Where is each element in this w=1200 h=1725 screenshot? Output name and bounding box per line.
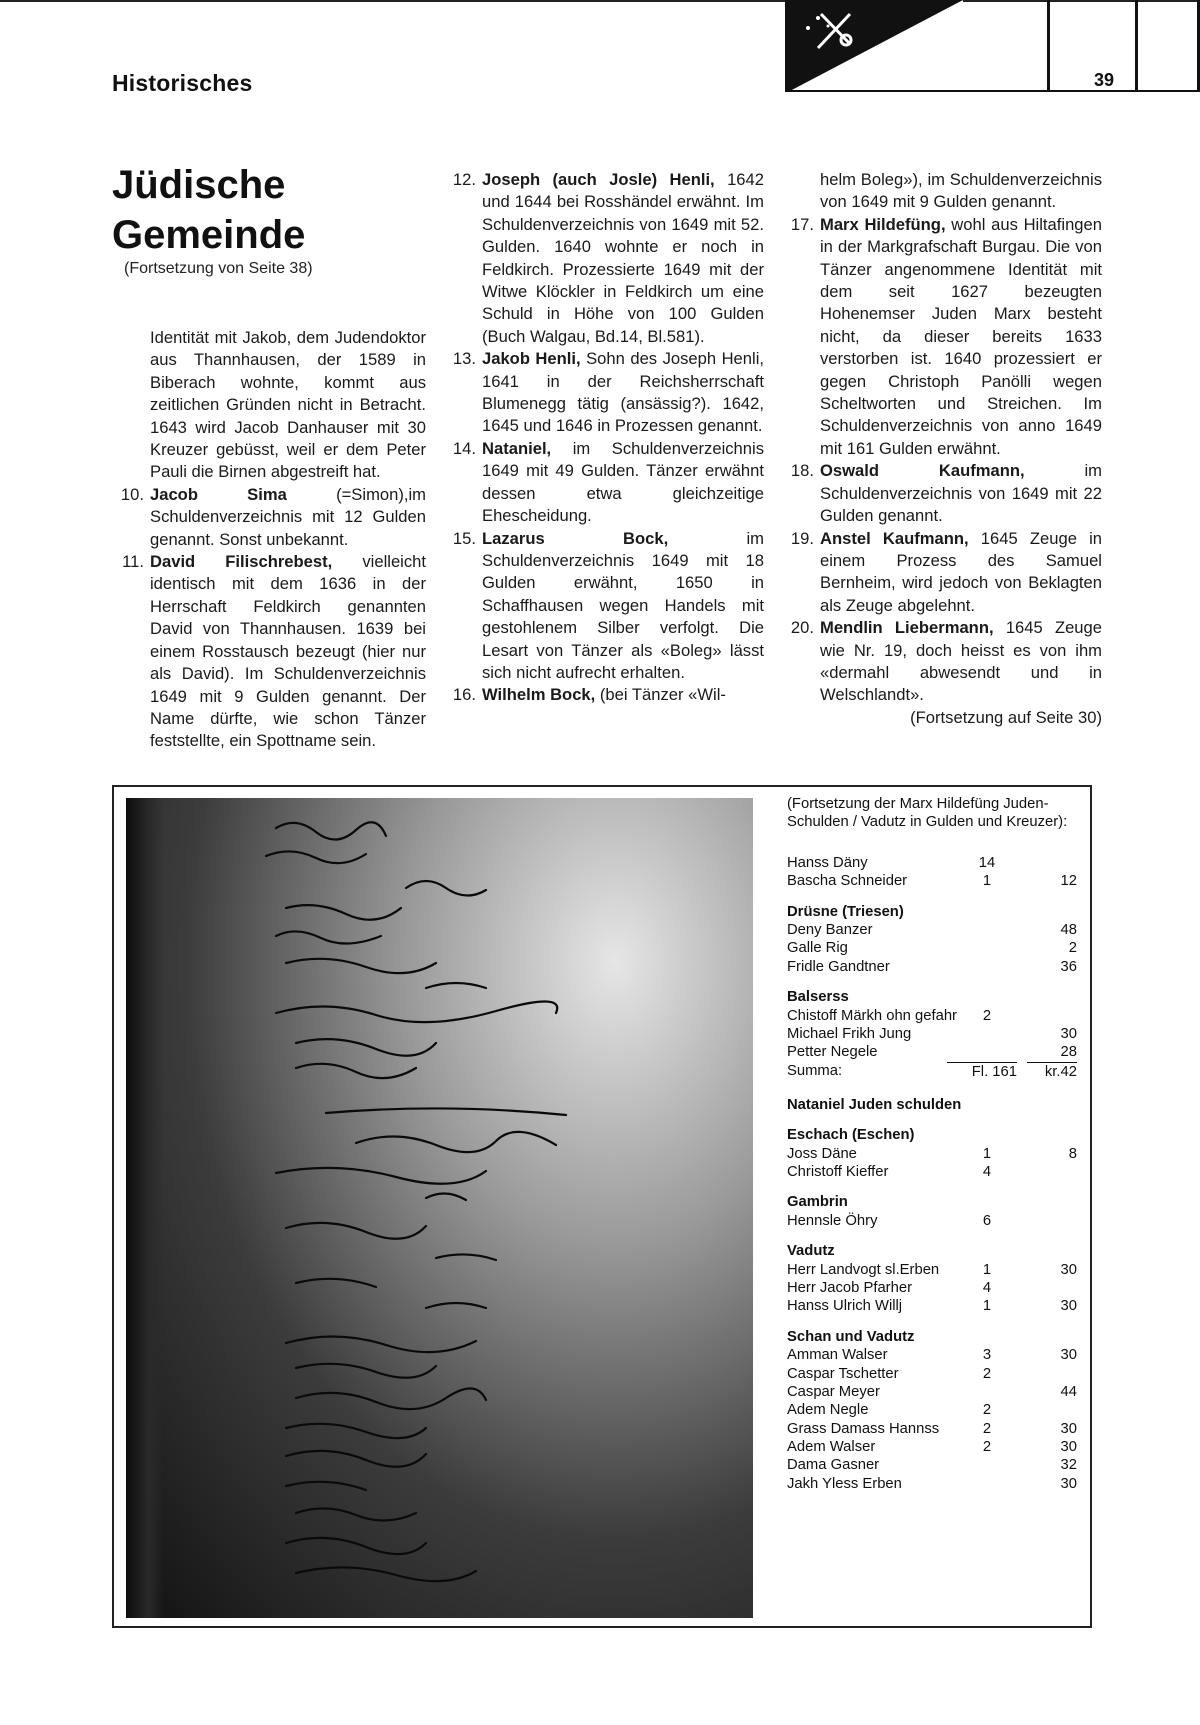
ledger-row	[787, 1163, 1092, 1181]
person-name: Marx Hildefüng,	[820, 214, 946, 234]
person-name: Mendlin Liebermann,	[820, 618, 994, 638]
item-text: (bei Tänzer «Wil-	[599, 685, 726, 705]
debtor-name: Galle Rig	[787, 940, 848, 957]
debtor-name: Amman Walser	[787, 1347, 888, 1364]
item-number: 17.	[790, 214, 814, 234]
ledger-row	[787, 1279, 1092, 1297]
item-text: im Schuldenverzeichnis 1649 mit 49 Gulden. Tänzer erwähnt dessen etwa gleichzeitige Ehescheidung.	[482, 438, 764, 526]
debtor-name: Michael Frikh Jung	[787, 1025, 912, 1042]
place-heading: Balserss	[787, 989, 849, 1006]
paragraph: helm Boleg»), im Schuldenverzeichnis von 1649 mit 9 Gulden genannt.	[820, 170, 1102, 212]
list-item	[780, 528, 1102, 618]
handwriting-scribbles	[126, 798, 753, 1618]
item-text: 1642 und 1644 bei Rosshändel erwähnt. Im Schuldenverzeichnis von 1649 mit 52. Gulden. 1640 wohnte er noch in Feldkirch. Prozessierte 1649 mit der Witwe Klöckler in Feldkirch um eine Schuld in Höhe von 100 Gulden (Buch Walgau, Bd.14, Bl.581).	[482, 170, 764, 346]
place-heading: Schan und Vadutz	[787, 1328, 915, 1345]
gulden-value: 1	[982, 873, 992, 890]
item-number: 19.	[790, 528, 814, 548]
debtor-name: Adem Negle	[787, 1402, 869, 1419]
ledger-row	[787, 958, 1092, 976]
person-name: Jakob Henli,	[482, 349, 581, 369]
debtor-name: Joss Däne	[787, 1145, 857, 1162]
kreuzer-value: 48	[1060, 922, 1077, 938]
title-line: Gemeinde	[112, 213, 306, 257]
list-item	[442, 348, 764, 438]
place-heading: Drüsne (Triesen)	[787, 903, 904, 920]
kreuzer-value: 30	[1060, 1475, 1077, 1492]
debtor-name: Bascha Schneider	[787, 873, 908, 890]
gulden-value: 14	[978, 854, 996, 871]
debtor-name: Fridle Gandtner	[787, 958, 890, 975]
ledger-row	[787, 1043, 1092, 1061]
list-item	[442, 528, 764, 685]
debtor-name: Herr Landvogt sl.Erben	[787, 1261, 940, 1278]
header-divider	[1047, 0, 1050, 92]
person-name: Nataniel,	[482, 438, 552, 458]
debtor-name: Caspar Tschetter	[787, 1365, 899, 1382]
ledger-row	[787, 1297, 1092, 1315]
item-text: im Schuldenverzeichnis von 1649 mit 22 Gulden genannt.	[820, 461, 1102, 526]
item-number: 15.	[452, 528, 476, 548]
summa-label: Summa:	[787, 1062, 843, 1079]
person-name: Jacob Sima	[150, 484, 287, 504]
person-name: Oswald Kaufmann,	[820, 461, 1025, 481]
debtor-name: Hanss Ulrich Willj	[787, 1298, 903, 1315]
page-number: 39	[1093, 70, 1115, 90]
text-column-3	[780, 169, 1102, 729]
debtor-name: Deny Banzer	[787, 922, 873, 938]
title-line: Jüdische	[112, 163, 286, 207]
gulden-value: 1	[982, 1298, 992, 1315]
continued-to-note: (Fortsetzung auf Seite 30)	[910, 707, 1102, 727]
place-heading: Eschach (Eschen)	[787, 1127, 915, 1144]
person-name: Lazarus Bock,	[482, 528, 669, 548]
kreuzer-value: 44	[1060, 1383, 1077, 1400]
continued-from-note: (Fortsetzung von Seite 38)	[124, 260, 313, 277]
list-item	[110, 484, 426, 551]
manuscript-photo	[126, 798, 753, 1618]
item-number: 13.	[452, 349, 476, 369]
kreuzer-value: 32	[1060, 1457, 1077, 1474]
ledger-row	[787, 1383, 1092, 1401]
kreuzer-value: 2	[1068, 940, 1077, 957]
section-heading: Historisches	[112, 70, 253, 96]
kreuzer-value: 8	[1068, 1145, 1077, 1162]
debtor-name: Petter Negele	[787, 1044, 878, 1061]
debtor-name: Chistoff Märkh ohn gefahr	[787, 1007, 957, 1024]
kreuzer-value: 36	[1060, 958, 1077, 975]
ledger-row	[787, 1261, 1092, 1279]
ledger-row	[787, 872, 1092, 890]
debtor-name: Herr Jacob Pfarher	[787, 1279, 913, 1296]
debtor-name: Dama Gasner	[787, 1457, 880, 1474]
item-number: 16.	[452, 685, 476, 705]
list-item	[442, 684, 764, 706]
ledger-row	[787, 1025, 1092, 1043]
list-item	[110, 551, 426, 753]
item-number: 12.	[452, 170, 476, 189]
gulden-value: 1	[982, 1145, 992, 1162]
gulden-value: 4	[982, 1279, 992, 1296]
text-column-1	[110, 327, 426, 753]
kreuzer-value: 28	[1060, 1044, 1077, 1061]
item-number: 18.	[790, 461, 814, 481]
person-name: David Filischrebest,	[150, 552, 333, 572]
list-item	[780, 214, 1102, 460]
item-text: Sohn des Joseph Henli, 1641 in der Reichsherrschaft Blumenegg tätig (ansässig?). 1642, 1645 und 1646 in Prozessen genannt.	[482, 349, 764, 436]
kreuzer-value: 12	[1060, 873, 1077, 890]
header-divider	[1135, 0, 1138, 92]
item-text: im Schuldenverzeichnis 1649 mit 18 Gulden erwähnt, 1650 in Schaffhausen wegen Handels mit gestohlenem Silber verfolgt. Die Lesart von Tänzer als «Boleg» lässt sich nicht aufrecht erhalten.	[482, 528, 764, 682]
ledger-row	[787, 1438, 1092, 1456]
kreuzer-value: 30	[1060, 1261, 1077, 1278]
gulden-value: 2	[982, 1439, 992, 1456]
person-name: Wilhelm Bock,	[482, 685, 596, 705]
kreuzer-value: 30	[1060, 1420, 1077, 1437]
summa-gulden: Fl. 161	[947, 1062, 1017, 1081]
item-text: 1645 Zeuge wie Nr. 19, doch heisst es von ihm «dermahl abwesendt und in Welschlandt».	[820, 618, 1102, 705]
ledger-row	[787, 939, 1092, 957]
item-number: 14.	[452, 438, 476, 458]
ledger-row	[787, 1475, 1092, 1493]
ledger-row	[787, 1212, 1092, 1230]
ledger-row	[787, 921, 1092, 939]
gulden-value: 2	[982, 1365, 992, 1382]
ledger-row	[787, 1401, 1092, 1419]
gulden-value: 4	[982, 1163, 992, 1180]
gulden-value: 1	[982, 1261, 992, 1278]
list-item	[442, 169, 764, 348]
article-title	[112, 160, 305, 260]
gulden-value: 3	[982, 1347, 992, 1364]
item-text: 1645 Zeuge in einem Prozess des Samuel Bernheim, wird jedoch von Beklagten als Zeuge abgelehnt.	[820, 528, 1102, 615]
ledger-row	[787, 854, 1092, 872]
ledger-row	[787, 1007, 1092, 1025]
kreuzer-value: 30	[1060, 1439, 1077, 1456]
place-heading: Gambrin	[787, 1194, 848, 1211]
text-column-2	[442, 169, 764, 707]
summa-row	[787, 1062, 1092, 1082]
summa-kreuzer: kr.42	[1027, 1062, 1077, 1081]
kreuzer-value: 30	[1060, 1025, 1077, 1042]
ledger-subtitle: Nataniel Juden schulden	[787, 1096, 962, 1113]
page-header-block	[785, 0, 1200, 92]
ledger-row	[787, 1456, 1092, 1474]
crossed-tools-icon	[788, 0, 963, 92]
ledger-row	[787, 1145, 1092, 1163]
item-number: 10.	[120, 484, 144, 504]
person-name: Anstel Kaufmann,	[820, 528, 969, 548]
gulden-value: 2	[982, 1402, 992, 1419]
item-text: wohl aus Hiltafingen in der Markgrafschaft Burgau. Die von Tänzer angenommene Identität mit dem seit 1627 bezeugten Hohenemser Juden Marx besteht nicht, da dieser bereits 1633 verstorben ist. 1640 prozessiert er gegen Christoph Panölli wegen Scheltworten und Streichen. Im Schuldenverzeichnis von anno 1649 mit 161 Gulden erwähnt.	[820, 214, 1102, 458]
gulden-value: 2	[982, 1420, 992, 1437]
person-name: Joseph (auch Josle) Henli,	[482, 170, 715, 189]
debtor-name: Hennsle Öhry	[787, 1212, 878, 1229]
gulden-value: 2	[982, 1007, 992, 1024]
gulden-value: 6	[982, 1212, 992, 1229]
place-heading: Vadutz	[787, 1243, 835, 1260]
debtor-name: Christoff Kieffer	[787, 1163, 889, 1180]
item-text: vielleicht identisch mit dem 1636 in der Herrschaft Feldkirch genannten David von Thannhausen. 1639 bei einem Rosstausch bezeugt (hier nur als David). Im Schuldenverzeichnis 1649 mit 9 Gulden genannt. Der Name dürfte, wie schon Tänzer feststellte, ein Spottname sein.	[150, 552, 426, 751]
list-item	[780, 617, 1102, 707]
debt-ledger	[787, 795, 1092, 1493]
debtor-name: Caspar Meyer	[787, 1383, 880, 1400]
paragraph: Identität mit Jakob, dem Judendoktor aus Thannhausen, der 1589 in Biberach wohnte, kommt aus zeitlichen Gründen nicht in Betracht. 1643 wird Jacob Danhauser mit 30 Kreuzer gebüsst, weil er dem Peter Pauli die Birnen abgestreift hat.	[150, 328, 426, 482]
list-item	[780, 460, 1102, 527]
header-rule	[785, 90, 1200, 92]
debtor-name: Jakh Yless Erben	[787, 1475, 902, 1492]
list-item	[442, 438, 764, 528]
kreuzer-value: 30	[1060, 1347, 1077, 1364]
kreuzer-value: 30	[1060, 1298, 1077, 1315]
debtor-name: Adem Walser	[787, 1439, 876, 1456]
item-number: 20.	[790, 618, 814, 638]
ledger-row	[787, 1420, 1092, 1438]
item-number: 11.	[122, 552, 144, 572]
ledger-row	[787, 1365, 1092, 1383]
ledger-intro: (Fortsetzung der Marx Hildefüng Juden- Schulden / Vadutz in Gulden und Kreuzer):	[787, 796, 1068, 831]
debtor-name: Grass Damass Hannss	[787, 1420, 940, 1437]
debtor-name: Hanss Däny	[787, 854, 868, 871]
item-text: (=Simon),im Schuldenverzeichnis mit 12 Gulden genannt. Sonst unbekannt.	[150, 484, 426, 549]
ledger-row	[787, 1346, 1092, 1364]
